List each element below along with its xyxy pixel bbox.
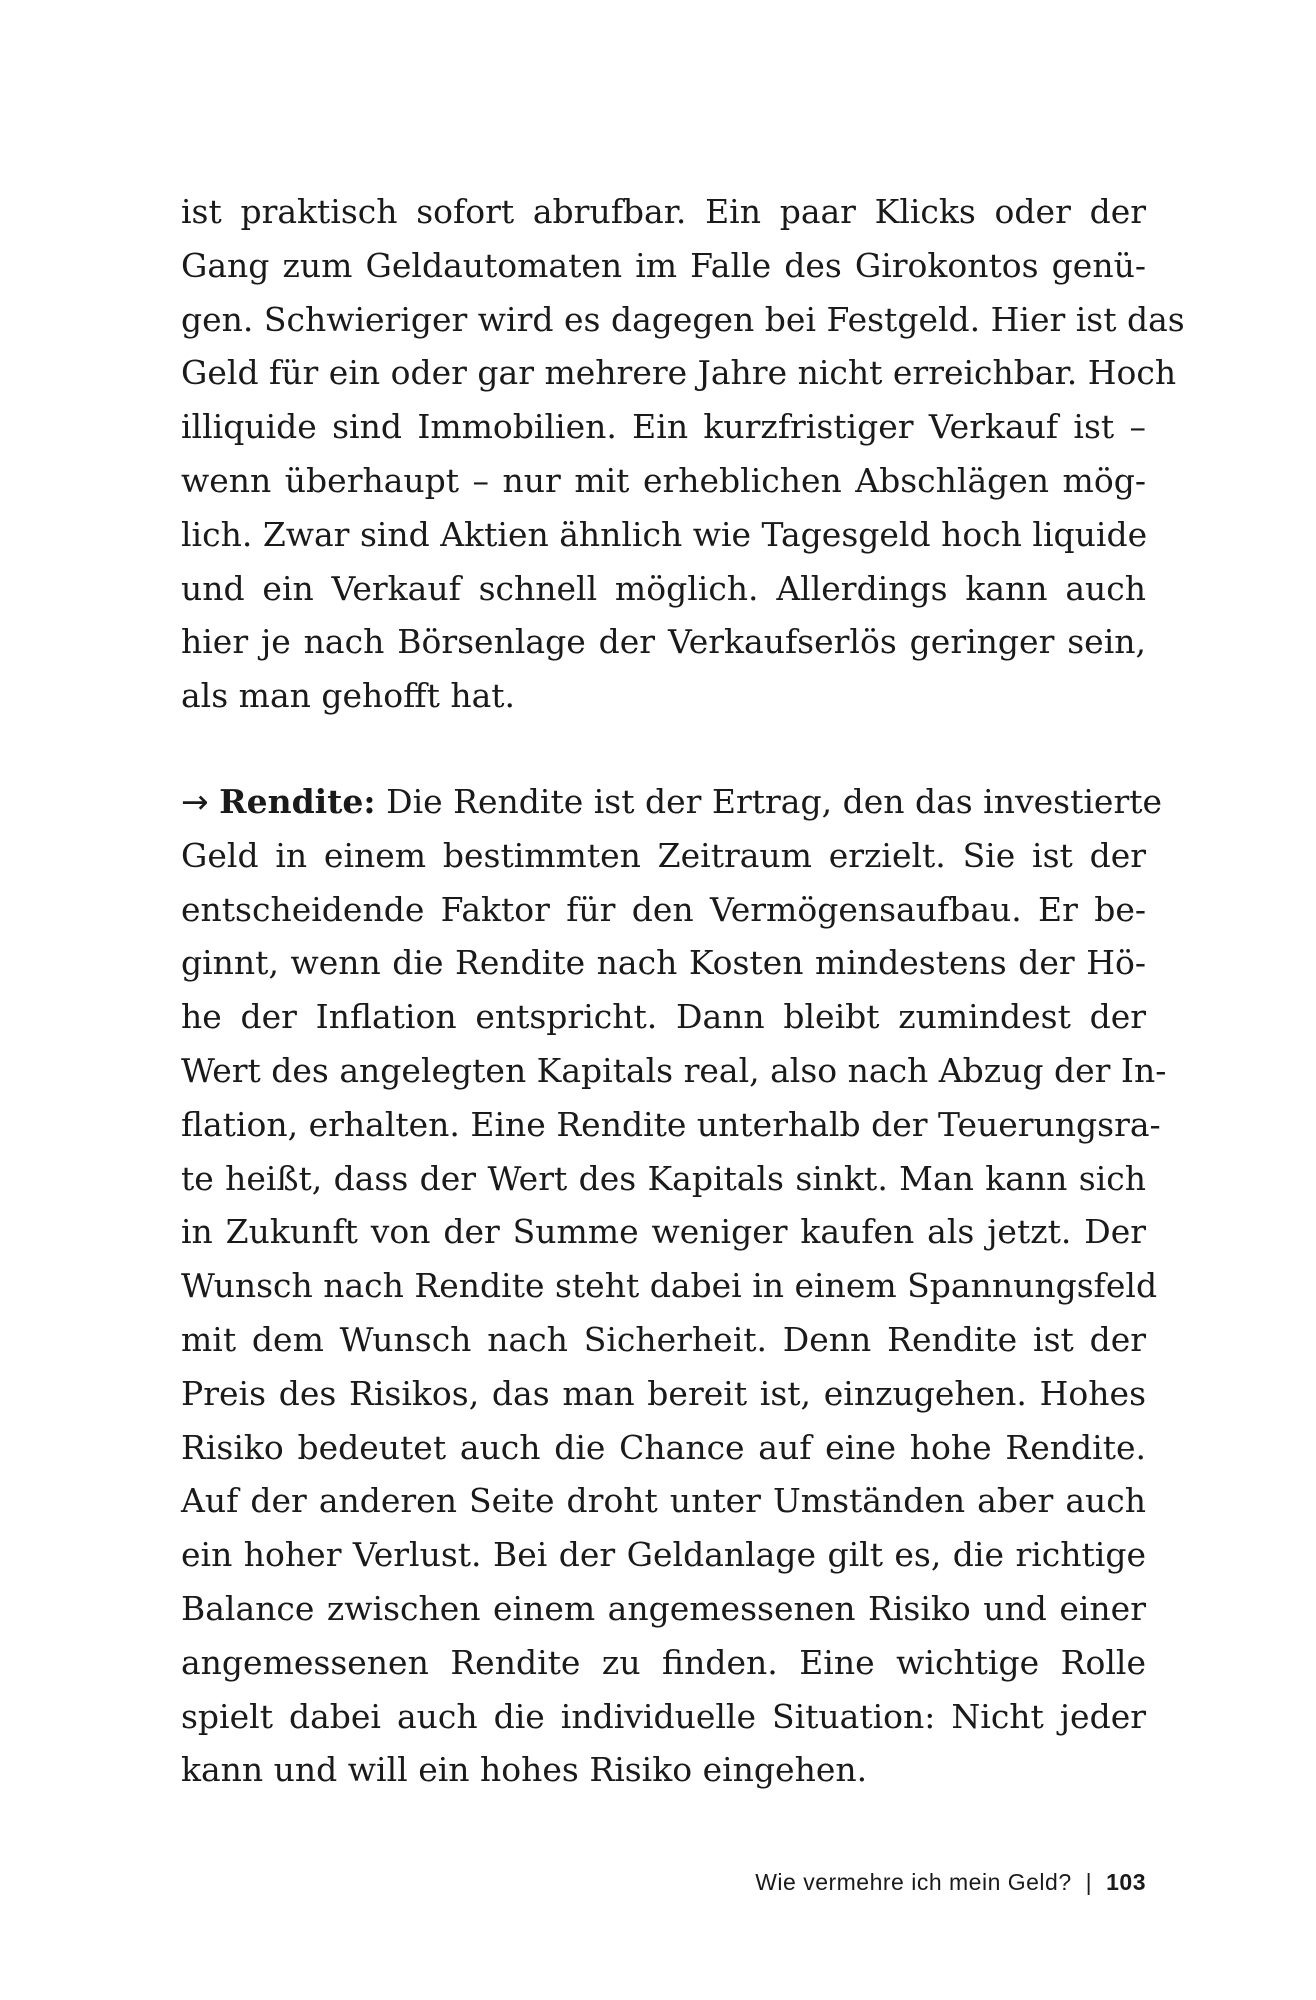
text-line: mit dem Wunsch nach Sicherheit. Denn Rendite ist der [181, 1319, 1146, 1359]
paragraph-rendite [181, 775, 1167, 1797]
text-line: kann und will ein hohes Risiko eingehen. [181, 1750, 868, 1790]
text-line: illiquide sind Immobilien. Ein kurzfristiger Verkauf ist – [181, 407, 1146, 447]
page-footer [755, 1864, 1146, 1900]
text-line: in Zukunft von der Summe weniger kaufen als jetzt. Der [181, 1212, 1146, 1252]
text-line: Wunsch nach Rendite steht dabei in einem Spannungsfeld [181, 1266, 1158, 1306]
text-line: gen. Schwieriger wird es dagegen bei Festgeld. Hier ist das [181, 299, 1185, 339]
text-line: entscheidende Faktor für den Vermögensaufbau. Er be- [181, 889, 1146, 929]
text-line: ginnt, wenn die Rendite nach Kosten mindestens der Hö- [181, 943, 1146, 983]
text-line-rest: Die Rendite ist der Ertrag, den das investierte [386, 782, 1163, 821]
text-line: spielt dabei auch die individuelle Situation: Nicht jeder [181, 1696, 1146, 1736]
text-line: Gang zum Geldautomaten im Falle des Girokontos genü- [181, 245, 1146, 285]
text-line: und ein Verkauf schnell möglich. Allerdings kann auch [181, 568, 1146, 608]
text-line: angemessenen Rendite zu finden. Eine wichtige Rolle [181, 1642, 1146, 1682]
text-line: te heißt, dass der Wert des Kapitals sinkt. Man kann sich [181, 1158, 1146, 1198]
text-line: ein hoher Verlust. Bei der Geldanlage gilt es, die richtige [181, 1535, 1146, 1575]
text-line-first [181, 775, 1163, 829]
page-number: 103 [1106, 1869, 1146, 1895]
term-heading: Rendite: [219, 782, 376, 821]
text-line: Risiko bedeutet auch die Chance auf eine hohe Rendite. [181, 1427, 1146, 1467]
text-line: als man gehofft hat. [181, 676, 516, 716]
text-line: flation, erhalten. Eine Rendite unterhalb der Teuerungsra- [181, 1104, 1161, 1144]
text-line: he der Inflation entspricht. Dann bleibt zumindest der [181, 997, 1146, 1037]
text-line: Geld für ein oder gar mehrere Jahre nicht erreichbar. Hoch [181, 353, 1177, 393]
text-line: Preis des Risikos, das man bereit ist, einzugehen. Hohes [181, 1373, 1146, 1413]
text-line: wenn überhaupt – nur mit erheblichen Abschlägen mög- [181, 460, 1146, 500]
text-line: Balance zwischen einem angemessenen Risiko und einer [181, 1588, 1146, 1628]
footer-separator: | [1085, 1869, 1093, 1895]
arrow-icon: → [181, 782, 209, 821]
text-line: ist praktisch sofort abrufbar. Ein paar Klicks oder der [181, 192, 1146, 231]
text-line: Auf der anderen Seite droht unter Umständen aber auch [181, 1481, 1146, 1521]
text-line: hier je nach Börsenlage der Verkaufserlös geringer sein, [181, 622, 1146, 662]
running-title: Wie vermehre ich mein Geld? [755, 1869, 1072, 1895]
text-line: Wert des angelegten Kapitals real, also nach Abzug der In- [181, 1050, 1167, 1090]
text-line: lich. Zwar sind Aktien ähnlich wie Tagesgeld hoch liquide [181, 514, 1148, 554]
paragraph-liquidity [181, 185, 1185, 723]
text-line: Geld in einem bestimmten Zeitraum erzielt. Sie ist der [181, 835, 1146, 875]
